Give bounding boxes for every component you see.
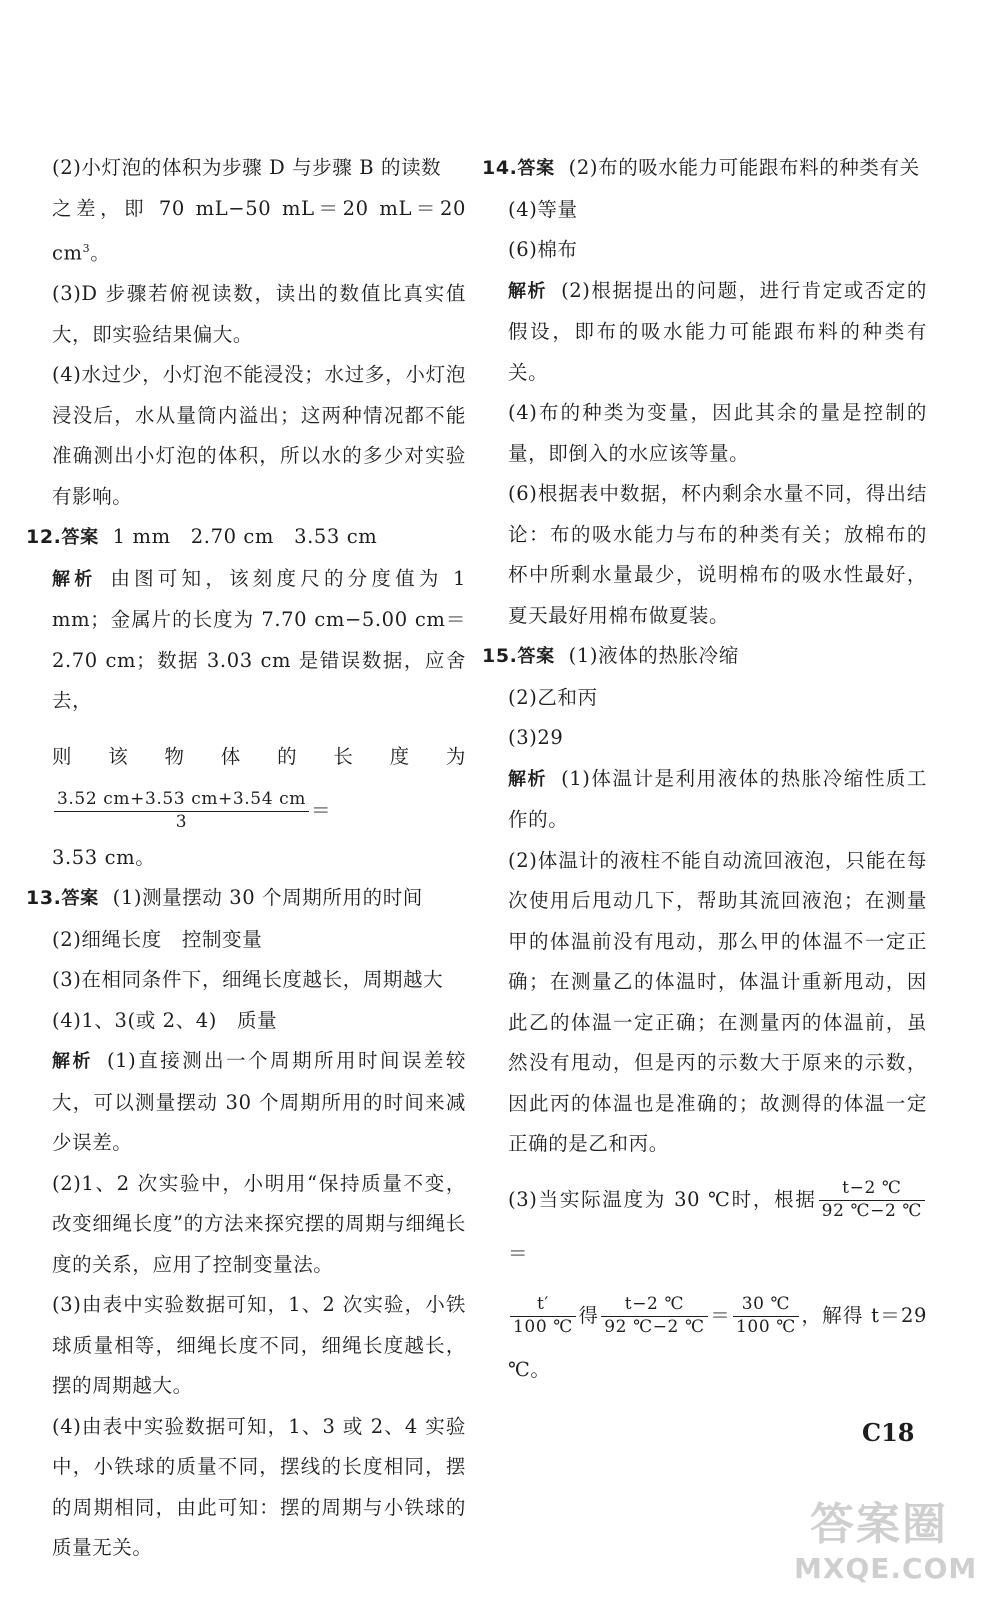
q14-answer-2: (4)等量 <box>508 197 578 221</box>
q15-analysis-1-text: (1)体温计是利用液体的热胀冷缩性质工作的。 <box>508 766 928 831</box>
fraction-3 <box>601 1294 707 1338</box>
question-number: 12. <box>26 526 62 548</box>
q13-answer-1: (1)测量摆动 30 个周期所用的时间 <box>112 886 423 909</box>
fraction-denominator: 92 ℃−2 ℃ <box>604 1316 705 1337</box>
watermark-logo <box>790 1488 990 1593</box>
q15-analysis-1 <box>482 759 927 841</box>
equals-sign: ＝ <box>508 1241 529 1265</box>
q13-answer-2: (2)细绳长度 控制变量 <box>52 927 263 951</box>
q14-analysis-3: (6)根据表中数据，杯内剩余水量不同，得出结论：布的吸水能力与布的种类有关；放棉布的杯中所剩水量最少，说明棉布的吸水性最好，夏天最好用棉布做夏装。 <box>508 482 927 627</box>
q15-answer <box>482 636 927 678</box>
analysis-tag: 解析 <box>52 568 97 590</box>
fraction-denominator: 100 ℃ <box>736 1316 796 1337</box>
q11-part2-line1: (2)小灯泡的体积为步骤 D 与步骤 B 的读数 <box>52 156 442 179</box>
q12-answer-text: 1 mm 2.70 cm 3.53 cm <box>112 525 378 548</box>
fraction-4 <box>733 1294 799 1338</box>
q14-analysis-1-text: (2)根据提出的问题，进行肯定或否定的假设，即布的吸水能力可能跟布料的种类有关。 <box>508 278 928 384</box>
question-number: 14. <box>482 157 518 179</box>
q15-answer-1: (1)液体的热胀冷缩 <box>568 644 739 667</box>
page-number: C18 <box>862 1418 915 1447</box>
de-word: 得 <box>577 1303 600 1327</box>
question-number: 13. <box>26 887 62 909</box>
equals-sign: ＝ <box>310 798 332 822</box>
q14-answer-1: (2)布的吸水能力可能跟布料的种类有关 <box>568 156 920 179</box>
fraction-numerator: t−2 ℃ <box>601 1294 707 1316</box>
q12-answer <box>26 517 466 559</box>
q14-answer-3: (6)棉布 <box>508 238 578 261</box>
q11-part3: (3)D 步骤若俯视读数，读出的数值比真实值大，即实验结果偏大。 <box>52 282 466 346</box>
q15-analysis-3 <box>482 1173 927 1281</box>
q14-analysis-2: (4)布的种类为变量，因此其余的量是控制的量，即倒入的水应该等量。 <box>508 401 927 465</box>
q14-analysis-1 <box>482 271 927 394</box>
q11-part2-line2: 之差，即 70 mL−50 mL＝20 mL＝20 cm <box>52 196 466 265</box>
analysis-tag: 解析 <box>508 768 548 790</box>
q13-answer-4: (4)1、3(或 2、4) 质量 <box>52 1008 278 1032</box>
watermark-bottom-text: MXQE.COM <box>794 1552 978 1585</box>
q13-analysis-3: (3)由表中实验数据可知，1、2 次实验，小铁球质量相等，细绳长度不同，细绳长度越长，摆的周期越大。 <box>52 1293 466 1397</box>
q15-formula <box>482 1289 927 1397</box>
answer-tag: 答案 <box>517 158 555 179</box>
answer-tag: 答案 <box>517 646 555 667</box>
fraction-numerator: 30 ℃ <box>733 1294 799 1316</box>
q13-analysis-1 <box>26 1041 466 1164</box>
q13-analysis-2: (2)1、2 次实验中，小明用“保持质量不变，改变细绳长度”的方法来探究摆的周期与细绳长度的关系，应用了控制变量法。 <box>52 1171 466 1276</box>
fraction-denominator: 92 ℃−2 ℃ <box>821 1200 922 1221</box>
cubic-superscript: 3 <box>82 242 91 255</box>
right-column <box>482 148 927 1397</box>
q15-result: ，解得 t＝29 ℃。 <box>508 1303 927 1381</box>
question-number: 15. <box>482 645 518 667</box>
q12-analysis <box>26 559 466 722</box>
q12-formula <box>26 730 466 838</box>
q12-result: 3.53 cm。 <box>52 845 156 869</box>
fraction-2 <box>510 1294 576 1338</box>
fraction-numerator: 3.52 cm+3.53 cm+3.54 cm <box>54 789 309 811</box>
fraction-denominator: 3 <box>175 811 188 832</box>
q14-answer <box>482 148 927 190</box>
q11-part4: (4)水过少，小灯泡不能浸没；水过多，小灯泡浸没后，水从量筒内溢出；这两种情况都不能准确测出小灯泡的体积，所以水的多少对实验有影响。 <box>52 363 466 508</box>
q15-answer-3: (3)29 <box>508 726 564 749</box>
q11-part2 <box>26 148 466 274</box>
fraction-1 <box>819 1178 925 1222</box>
q15-analysis-2: (2)体温计的液柱不能自动流回液泡，只能在每次使用后甩动几下，帮助其流回液泡；在测量甲的体温前没有甩动，那么甲的体温不一定正确；在测量乙的体温时，体温计重新甩动，因此乙的体温一定正确；在测量丙的体温前，虽然没有甩动，但是丙的示数大于原来的示数，因此丙的体温也是准确的；故测得的体温一定正确的是乙和丙。 <box>508 848 927 1155</box>
fraction-numerator: t′ <box>510 1294 576 1316</box>
q11-part2-end: 。 <box>90 241 111 265</box>
q13-answer-3: (3)在相同条件下，细绳长度越长，周期越大 <box>52 968 444 991</box>
q12-analysis-text: 由图可知，该刻度尺的分度值为 1 mm；金属片的长度为 7.70 cm−5.00 cm＝2.70 cm；数据 3.03 cm 是错误数据，应舍去， <box>52 566 466 712</box>
answer-tag: 答案 <box>61 888 99 909</box>
q13-analysis-4: (4)由表中实验数据可知，1、3 或 2、4 实验中，小铁球的质量不同，摆线的长度相同，摆的周期相同，由此可知：摆的周期与小铁球的质量无关。 <box>52 1414 466 1559</box>
analysis-tag: 解析 <box>52 1051 93 1072</box>
q12-fraction <box>54 789 309 833</box>
fraction-denominator: 100 ℃ <box>513 1316 573 1337</box>
equals-sign: ＝ <box>709 1303 731 1327</box>
left-column <box>26 148 466 1569</box>
q13-analysis-1-text: (1)直接测出一个周期所用时间误差较大，可以测量摆动 30 个周期所用的时间来减少误差。 <box>52 1049 466 1154</box>
fraction-numerator: t−2 ℃ <box>819 1178 925 1200</box>
q13-answer <box>26 878 466 920</box>
q12-formula-prefix: 则该物体的长度为 <box>52 744 466 768</box>
watermark-top-text: 答案圈 <box>810 1499 948 1550</box>
q15-answer-2: (2)乙和丙 <box>508 685 598 709</box>
analysis-tag: 解析 <box>508 280 548 302</box>
answer-tag: 答案 <box>61 527 99 548</box>
q15-analysis-3-prefix: (3)当实际温度为 30 ℃时，根据 <box>508 1187 817 1211</box>
